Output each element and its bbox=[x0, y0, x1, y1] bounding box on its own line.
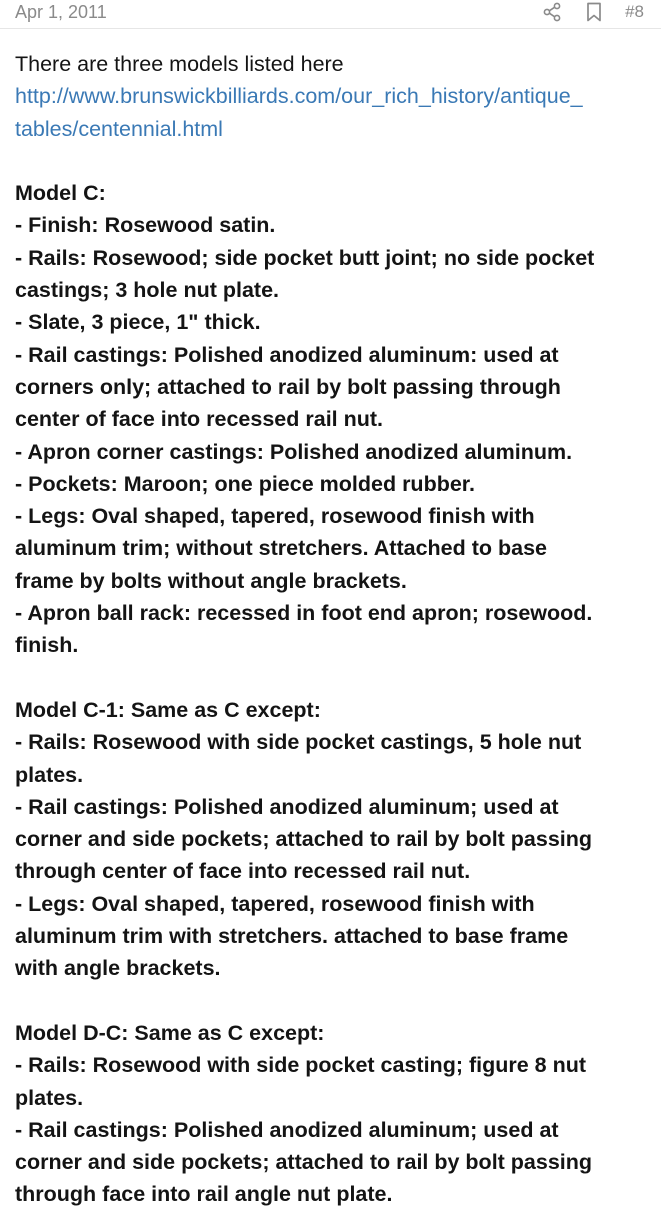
spec-line: - Rails: Rosewood; side pocket butt joint; no side pocket bbox=[15, 245, 595, 270]
spec-line: - Apron corner castings: Polished anodized aluminum. bbox=[15, 439, 573, 464]
spec-line: aluminum trim with stretchers. attached to base frame bbox=[15, 924, 569, 949]
spec-line: plates. bbox=[15, 762, 84, 787]
spec-line: - Rails: Rosewood with side pocket castings, 5 hole nut bbox=[15, 730, 582, 755]
spec-line: center of face into recessed rail nut. bbox=[15, 407, 384, 432]
model-heading: Model C-1: Same as C except: bbox=[15, 697, 321, 722]
spec-line: - Legs: Oval shaped, tapered, rosewood finish with bbox=[15, 891, 535, 916]
paragraph-gap bbox=[15, 145, 647, 177]
spec-line: through center of face into recessed rail nut. bbox=[15, 859, 471, 884]
paragraph-gap bbox=[15, 662, 647, 694]
bookmark-icon[interactable] bbox=[583, 1, 605, 23]
spec-line: through face into rail angle nut plate. bbox=[15, 1182, 393, 1207]
spec-line: - Rails: Rosewood with side pocket casting; figure 8 nut bbox=[15, 1053, 587, 1078]
spec-line: frame by bolts without angle brackets. bbox=[15, 568, 407, 593]
spec-line: - Rail castings: Polished anodized aluminum; used at bbox=[15, 794, 559, 819]
spec-line: - Rail castings: Polished anodized aluminum; used at bbox=[15, 1117, 559, 1142]
post-link-line[interactable]: tables/centennial.html bbox=[15, 116, 223, 141]
post-actions bbox=[521, 0, 644, 24]
spec-line: with angle brackets. bbox=[15, 956, 221, 981]
spec-line: - Rail castings: Polished anodized aluminum: used at bbox=[15, 342, 559, 367]
post-link-line[interactable]: http://www.brunswickbilliards.com/our_rich_history/antique_ bbox=[15, 84, 583, 109]
spec-line: - Pockets: Maroon; one piece molded rubber. bbox=[15, 471, 475, 496]
paragraph-gap bbox=[15, 985, 647, 1017]
post-intro: There are three models listed here bbox=[15, 52, 344, 76]
post-header bbox=[0, 0, 661, 29]
model-sections bbox=[15, 177, 647, 1211]
spec-line: aluminum trim; without stretchers. Attached to base bbox=[15, 536, 547, 561]
spec-line: corner and side pockets; attached to rail by bolt passing bbox=[15, 1150, 593, 1175]
spec-line: - Legs: Oval shaped, tapered, rosewood finish with bbox=[15, 504, 535, 529]
spec-line: corners only; attached to rail by bolt passing through bbox=[15, 374, 561, 399]
spec-line: castings; 3 hole nut plate. bbox=[15, 278, 280, 303]
model-heading: Model C: bbox=[15, 181, 106, 206]
spec-line: plates. bbox=[15, 1085, 84, 1110]
spec-line: - Slate, 3 piece, 1" thick. bbox=[15, 310, 261, 335]
spec-line: finish. bbox=[15, 633, 79, 658]
model-heading: Model D-C: Same as C except: bbox=[15, 1020, 325, 1045]
spec-line: corner and side pockets; attached to rail by bolt passing bbox=[15, 827, 593, 852]
post-number[interactable]: #8 bbox=[625, 2, 644, 21]
post-body bbox=[15, 48, 647, 1211]
spec-line: - Apron ball rack: recessed in foot end apron; rosewood. bbox=[15, 601, 593, 626]
spec-line: - Finish: Rosewood satin. bbox=[15, 213, 276, 238]
share-icon[interactable] bbox=[541, 1, 563, 23]
post-date[interactable]: Apr 1, 2011 bbox=[15, 2, 107, 22]
